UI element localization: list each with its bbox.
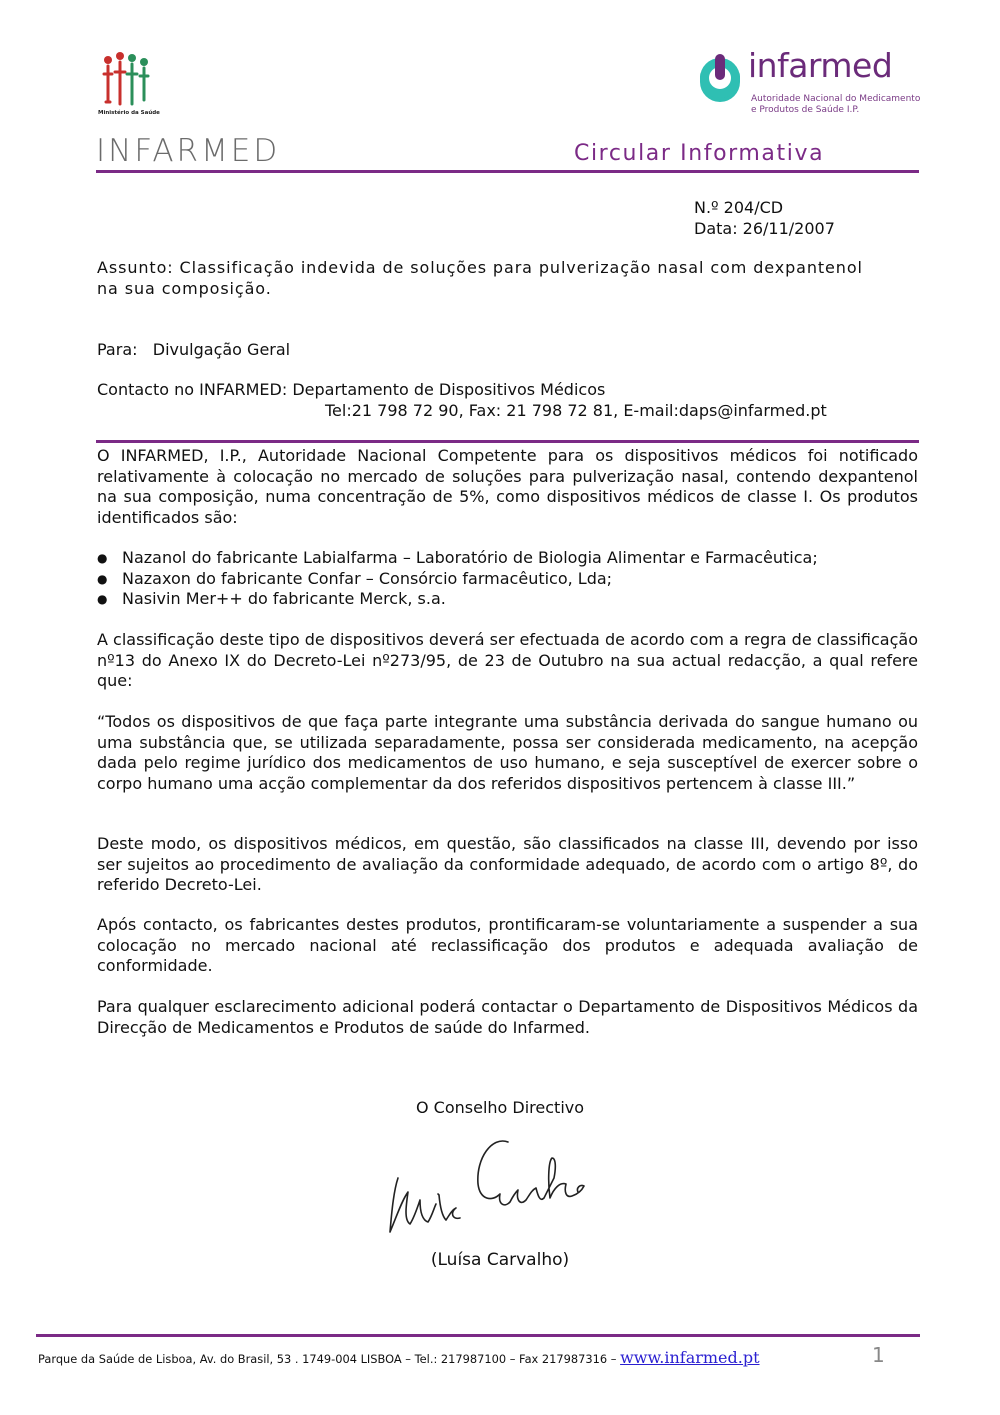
product-item-text: Nazanol do fabricante Labialfarma – Laboratório de Biologia Alimentar e Farmacêutica; xyxy=(122,548,818,567)
website-link[interactable]: www.infarmed.pt xyxy=(620,1348,760,1367)
product-list xyxy=(97,548,818,610)
recipients-label: Para: xyxy=(97,340,138,359)
header-rule xyxy=(96,170,919,173)
product-item-text: Nazaxon do fabricante Confar – Consórcio farmacêutico, Lda; xyxy=(122,568,613,588)
contact-line-1: Contacto no INFARMED: Departamento de Dispositivos Médicos xyxy=(97,380,606,399)
circular-number: N.º 204/CD xyxy=(694,198,784,217)
reference-block xyxy=(694,197,835,239)
list-item xyxy=(97,569,818,590)
manufacturer-action-paragraph: Após contacto, os fabricantes destes produtos, prontificaram-se voluntariamente a suspender a sua colocação no mercado nacional até reclassificação dos produtos e adequada avaliação de conformidade. xyxy=(97,915,918,975)
signer-name: (Luísa Carvalho) xyxy=(430,1250,570,1270)
footer-address xyxy=(38,1348,760,1367)
recipients xyxy=(97,339,290,360)
organization-title: INFARMED xyxy=(96,133,281,169)
subject-line-2: na sua composição. xyxy=(97,278,272,298)
signature-label: O Conselho Directivo xyxy=(415,1098,585,1117)
classification-rule-paragraph: A classificação deste tipo de dispositivos deverá ser efectuada de acordo com a regra de classificação nº13 do Anexo IX do Decreto-Lei nº273/95, de 23 de Outubro na sua actual redacção, a qual refere que: xyxy=(97,630,918,690)
page-number: 1 xyxy=(872,1343,885,1367)
signature-icon xyxy=(380,1128,595,1240)
circular-date: Data: 26/11/2007 xyxy=(694,219,835,238)
logo-subtitle xyxy=(751,94,920,116)
legal-quote: “Todos os dispositivos de que faça parte integrante uma substância derivada do sangue humano ou uma substância que, se utilizada separadamente, possa ser considerada medicamento, na acepção dada pelo regime jurídico dos medicamentos de uso humano, e seja susceptível de exercer sobre o corpo humano uma acção complementar da dos referidos dispositivos pertencem à classe III.” xyxy=(97,712,918,793)
infarmed-mark-icon xyxy=(694,52,746,104)
footer-address-text: Parque da Saúde de Lisboa, Av. do Brasil, 53 . 1749-004 LISBOA – Tel.: 217987100 – Fax 217987316 – xyxy=(38,1352,621,1366)
closing-paragraph: Para qualquer esclarecimento adicional poderá contactar o Departamento de Dispositivos Médicos da Direcção de Medicamentos e Produtos de saúde do Infarmed. xyxy=(97,997,918,1037)
subject xyxy=(97,258,918,299)
list-item xyxy=(97,548,818,569)
logo-subtitle-line-2: e Produtos de Saúde I.P. xyxy=(751,105,860,115)
ministry-caption: Ministério da Saúde xyxy=(98,110,160,116)
handwritten-signature xyxy=(380,1128,595,1240)
contact-line-2: Tel:21 798 72 90, Fax: 21 798 72 81, E-mail:daps@infarmed.pt xyxy=(325,401,827,420)
product-item-text: Nasivin Mer++ do fabricante Merck, s.a. xyxy=(122,589,446,608)
list-item xyxy=(97,589,818,610)
document-type: Circular Informativa xyxy=(574,141,825,166)
infarmed-logo xyxy=(694,46,921,120)
logo-wordmark: infarmed xyxy=(748,46,893,85)
recipients-value: Divulgação Geral xyxy=(152,340,291,359)
conclusion-paragraph: Deste modo, os dispositivos médicos, em questão, são classificados na classe III, devendo por isso ser sujeitos ao procedimento de avaliação da conformidade adequado, de acordo com o artigo 8º, do referido Decreto-Lei. xyxy=(97,834,918,894)
intro-paragraph: O INFARMED, I.P., Autoridade Nacional Competente para os dispositivos médicos foi notificado relativamente à colocação no mercado de soluções para pulverização nasal, contendo dexpantenol na sua composição, numa concentração de 5%, como dispositivos médicos de classe I. Os produtos identificados são: xyxy=(97,446,918,527)
ministry-logo xyxy=(98,46,158,120)
body-rule xyxy=(96,440,919,443)
ministry-figures-icon xyxy=(98,46,158,110)
footer-rule xyxy=(36,1334,920,1337)
logo-subtitle-line-1: Autoridade Nacional do Medicamento xyxy=(751,94,921,104)
subject-line-1: Assunto: Classificação indevida de soluções para pulverização nasal com dexpantenol xyxy=(97,258,863,277)
